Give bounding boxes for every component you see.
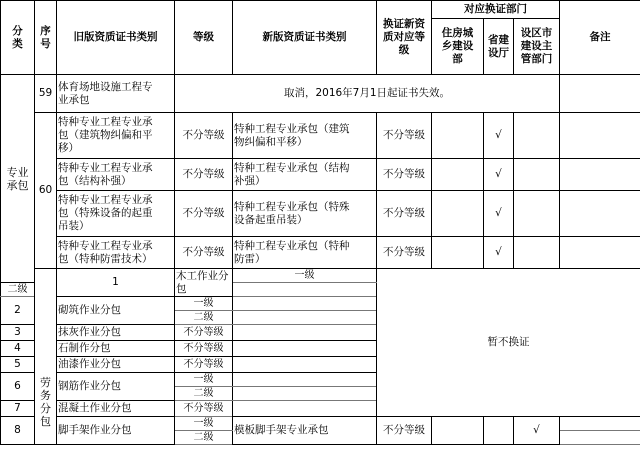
labor-note: 暂不换证: [377, 269, 640, 417]
row60-new-grade: 不分等级: [377, 191, 432, 237]
row60-old-cert: 特种专业工程专业承 包（特殊设备的起重 吊装）: [57, 191, 175, 237]
labor-remarks: [233, 341, 377, 357]
row60-new-grade: 不分等级: [377, 113, 432, 159]
row60-new-cert: 特种工程专业承包（建筑 物纠偏和平移）: [233, 113, 377, 159]
labor-remarks: [233, 387, 377, 401]
labor-name: 油漆作业分包: [57, 357, 175, 373]
header-new-cert: 新版资质证书类别: [233, 1, 377, 75]
header-dept-housing: 住房城 乡建设 部: [432, 19, 484, 75]
row60-dept-city: [514, 191, 560, 237]
header-seq: 序 号: [35, 1, 57, 75]
header-remarks: 备注: [560, 1, 640, 75]
row60-dept-housing: [432, 159, 484, 191]
row60-dept-city: [514, 113, 560, 159]
labor-seq: 2: [1, 297, 35, 325]
labor-dept-housing: [432, 417, 484, 445]
row60-dept-city: [514, 237, 560, 269]
row60-dept-housing: [432, 191, 484, 237]
labor-name: 钢筋作业分包: [57, 373, 175, 401]
row60-new-grade: 不分等级: [377, 237, 432, 269]
labor-name: 抹灰作业分包: [57, 325, 175, 341]
header-dept-group: 对应换证部门: [432, 1, 560, 19]
labor-new-cert: 模板脚手架专业承包: [233, 417, 377, 445]
labor-name: 砌筑作业分包: [57, 297, 175, 325]
category-professional: 专业 承包: [1, 75, 35, 283]
row60-old-cert: 特种专业工程专业承 包（特种防雷技术）: [57, 237, 175, 269]
row60-old-cert: 特种专业工程专业承 包（结构补强）: [57, 159, 175, 191]
row60-check-mark: √: [484, 113, 514, 159]
labor-grade: 不分等级: [175, 341, 233, 357]
category-labor: 劳务 分包: [35, 269, 57, 445]
labor-name: 脚手架作业分包: [57, 417, 175, 445]
row60-grade: 不分等级: [175, 191, 233, 237]
row60-check-mark: √: [484, 237, 514, 269]
labor-grade: 二级: [175, 311, 233, 325]
labor-seq: 6: [1, 373, 35, 401]
labor-grade: 二级: [1, 283, 35, 297]
header-dept-province: 省建 设厅: [484, 19, 514, 75]
labor-name: 混凝土作业分包: [57, 401, 175, 417]
labor-remarks: [560, 431, 640, 445]
row60-new-cert: 特种工程专业承包（特种 防雷）: [233, 237, 377, 269]
header-old-cert: 旧版资质证书类别: [57, 1, 175, 75]
labor-new-grade: 不分等级: [377, 417, 432, 445]
labor-remarks: [233, 325, 377, 341]
labor-name: 木工作业分包: [175, 269, 233, 297]
labor-remarks: [233, 357, 377, 373]
row60-remarks: [560, 113, 640, 159]
labor-remarks: [233, 283, 377, 297]
labor-seq: 8: [1, 417, 35, 445]
labor-seq: 5: [1, 357, 35, 373]
labor-remarks: [560, 417, 640, 431]
row60-remarks: [560, 191, 640, 237]
labor-remarks: [233, 373, 377, 387]
row60-grade: 不分等级: [175, 237, 233, 269]
header-category: 分 类: [1, 1, 35, 75]
row60-dept-city: [514, 159, 560, 191]
row60-grade: 不分等级: [175, 159, 233, 191]
labor-grade: 二级: [175, 431, 233, 445]
labor-grade: 不分等级: [175, 401, 233, 417]
row60-old-cert: 特种专业工程专业承 包（建筑物纠偏和平 移）: [57, 113, 175, 159]
row60-grade: 不分等级: [175, 113, 233, 159]
labor-name: 石制作分包: [57, 341, 175, 357]
labor-grade: 一级: [175, 373, 233, 387]
labor-grade: 二级: [175, 387, 233, 401]
labor-remarks: [233, 401, 377, 417]
header-grade: 等级: [175, 1, 233, 75]
row60-dept-housing: [432, 237, 484, 269]
row59-old-cert: 体育场地设施工程专 业承包: [57, 75, 175, 113]
labor-grade: 一级: [175, 297, 233, 311]
labor-check-mark: √: [514, 417, 560, 445]
labor-grade: 一级: [233, 269, 377, 283]
row60-check-mark: √: [484, 191, 514, 237]
row60-remarks: [560, 159, 640, 191]
row59-remarks: [560, 75, 640, 113]
labor-remarks: [233, 311, 377, 325]
labor-grade: 不分等级: [175, 357, 233, 373]
labor-grade: 不分等级: [175, 325, 233, 341]
row60-new-cert: 特种工程专业承包（结构 补强）: [233, 159, 377, 191]
row60-new-grade: 不分等级: [377, 159, 432, 191]
labor-grade: 一级: [175, 417, 233, 431]
row60-seq: 60: [35, 113, 57, 269]
row60-remarks: [560, 237, 640, 269]
row59-seq: 59: [35, 75, 57, 113]
labor-seq: 4: [1, 341, 35, 357]
row60-check-mark: √: [484, 159, 514, 191]
header-dept-city: 设区市 建设主 管部门: [514, 19, 560, 75]
labor-remarks: [233, 297, 377, 311]
row60-dept-housing: [432, 113, 484, 159]
labor-seq: 1: [57, 269, 175, 297]
labor-seq: 3: [1, 325, 35, 341]
row60-new-cert: 特种工程专业承包（特殊 设备起重吊装）: [233, 191, 377, 237]
header-new-grade: 换证新资 质对应等 级: [377, 1, 432, 75]
row59-note: 取消，2016年7月1日起证书失效。: [175, 75, 560, 113]
labor-dept-province: [484, 417, 514, 445]
labor-seq: 7: [1, 401, 35, 417]
